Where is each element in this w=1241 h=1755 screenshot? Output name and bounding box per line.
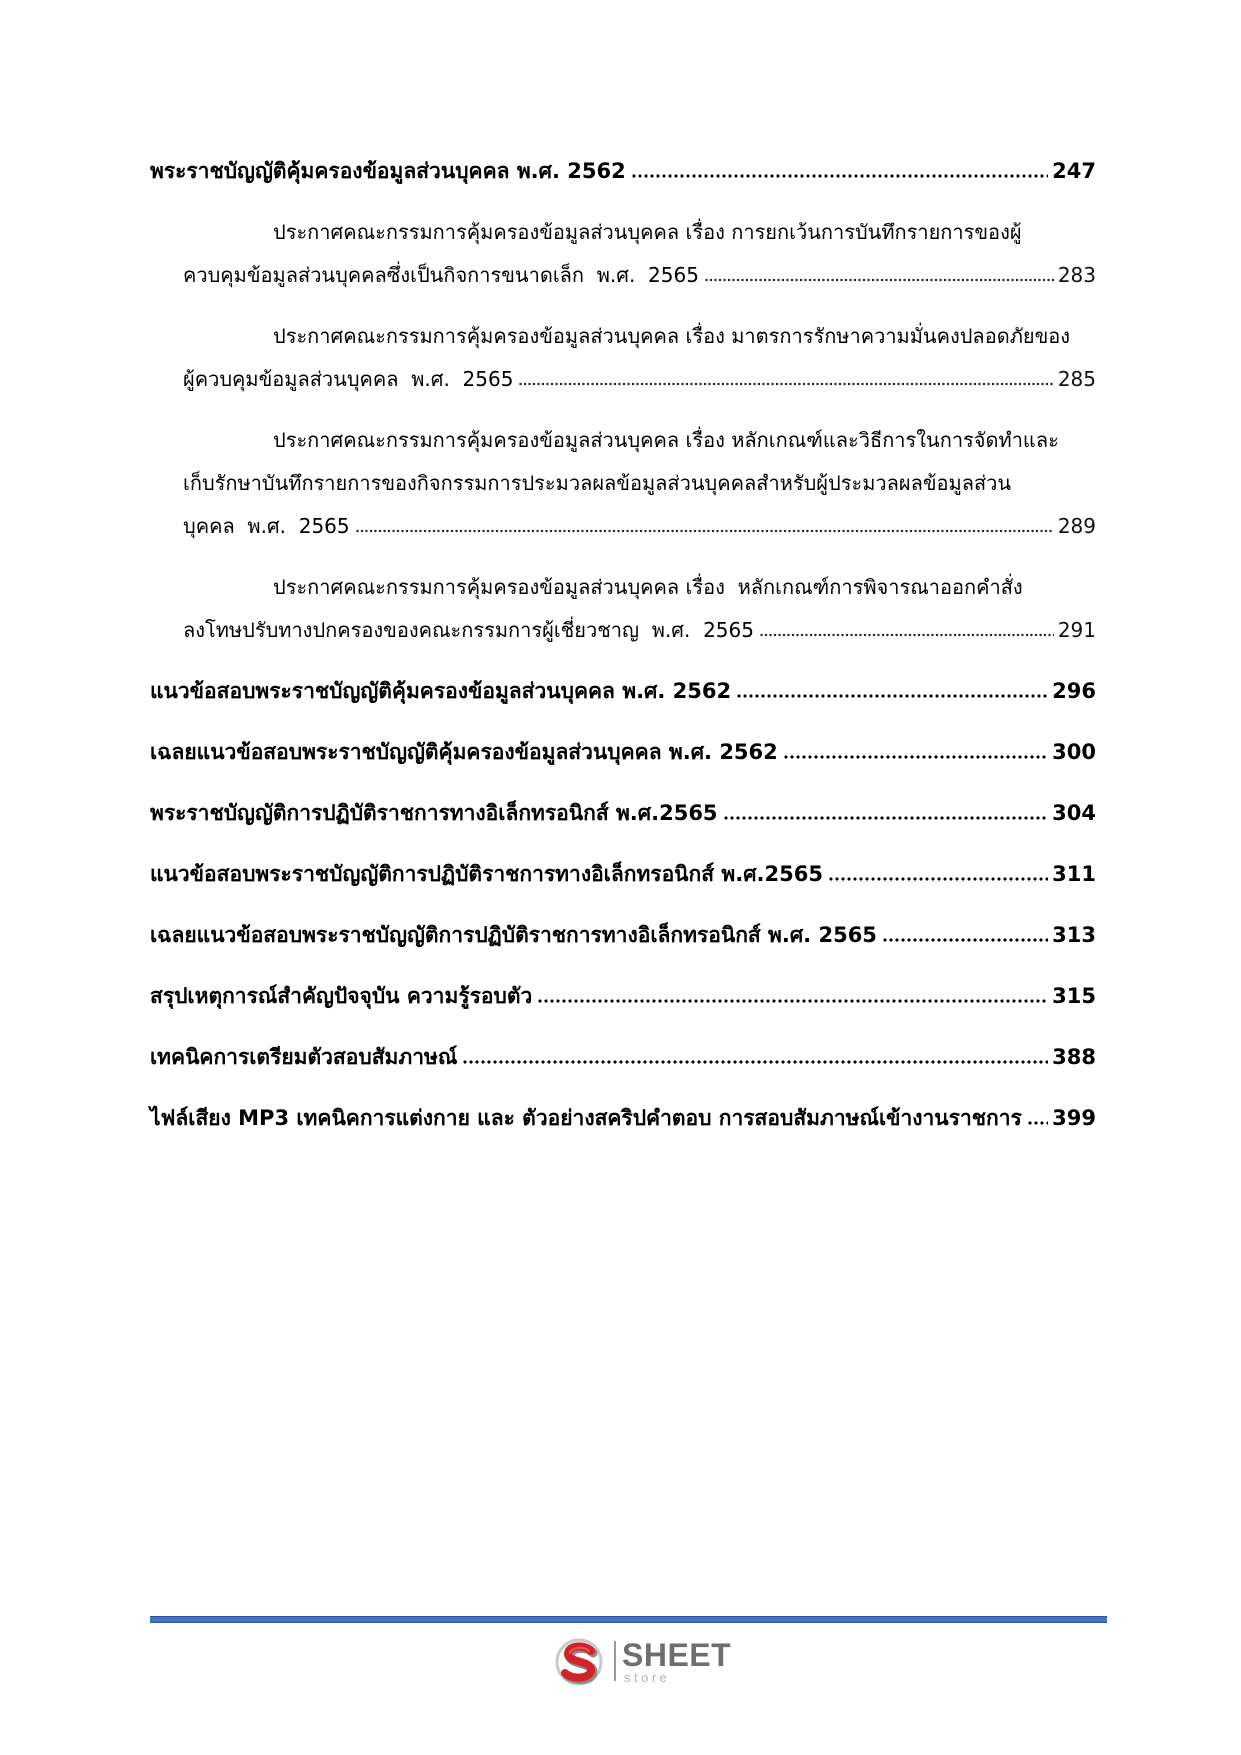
toc-entry-title: พระราชบัญญัติการปฏิบัติราชการทางอิเล็กทรอนิกส์ พ.ศ.2565 <box>150 801 718 825</box>
sheet-store-s-icon <box>551 1636 607 1688</box>
toc-entry-row <box>150 731 1096 774</box>
toc-entry <box>150 1097 1096 1140</box>
toc-page-number: 300 <box>1052 740 1096 764</box>
toc-page-number: 296 <box>1052 679 1096 703</box>
toc-subentry <box>150 419 1096 548</box>
toc-subentry-line: ประกาศคณะกรรมการคุ้มครองข้อมูลส่วนบุคคล เรื่อง มาตรการรักษาความมั่นคงปลอดภัยของ <box>273 324 1071 348</box>
table-of-contents <box>150 150 1096 1140</box>
toc-entry-row <box>150 853 1096 896</box>
toc-subentry-line: ประกาศคณะกรรมการคุ้มครองข้อมูลส่วนบุคคล เรื่อง หลักเกณฑ์และวิธีการในการจัดทำและ <box>273 428 1059 452</box>
toc-subentry-line: ผู้ควบคุมข้อมูลส่วนบุคคล พ.ศ. 2565 <box>183 367 514 391</box>
toc-entry-title: ไฟล์เสียง MP3 เทคนิคการแต่งกาย และ ตัวอย่างสคริปคำตอบ การสอบสัมภาษณ์เข้างานราชการ <box>150 1106 1022 1130</box>
toc-subentry-line: ประกาศคณะกรรมการคุ้มครองข้อมูลส่วนบุคคล เรื่อง หลักเกณฑ์การพิจารณาออกคำสั่ง <box>273 575 1023 599</box>
logo-separator <box>614 1641 616 1681</box>
toc-subentry <box>150 211 1096 297</box>
dot-leader <box>784 755 1048 759</box>
toc-subentry-line: บุคคล พ.ศ. 2565 <box>183 514 350 538</box>
toc-page-number: 388 <box>1052 1045 1096 1069</box>
toc-entry <box>150 731 1096 774</box>
dot-leader <box>760 633 1054 637</box>
toc-entry-title: แนวข้อสอบพระราชบัญญัติการปฏิบัติราชการทางอิเล็กทรอนิกส์ พ.ศ.2565 <box>150 862 823 886</box>
toc-page-number: 247 <box>1052 159 1096 183</box>
toc-entry <box>150 1036 1096 1079</box>
toc-entry-title: เทคนิคการเตรียมตัวสอบสัมภาษณ์ <box>150 1045 458 1069</box>
toc-page-number: 283 <box>1057 263 1096 287</box>
toc-page-number: 311 <box>1052 862 1096 886</box>
dot-leader <box>829 877 1048 881</box>
footer-rule <box>150 1616 1107 1623</box>
toc-entry-title: แนวข้อสอบพระราชบัญญัติคุ้มครองข้อมูลส่วนบุคคล พ.ศ. 2562 <box>150 679 732 703</box>
toc-page-number: 285 <box>1057 367 1096 391</box>
toc-page-number: 289 <box>1057 514 1096 538</box>
toc-entry-row <box>183 505 1096 548</box>
dot-leader <box>724 816 1049 820</box>
toc-subentry-line: ลงโทษปรับทางปกครองของคณะกรรมการผู้เชี่ยวชาญ พ.ศ. 2565 <box>183 618 754 642</box>
toc-entry <box>150 975 1096 1018</box>
toc-entry-row <box>150 914 1096 957</box>
toc-entry <box>150 792 1096 835</box>
toc-entry-row <box>150 792 1096 835</box>
dot-leader <box>632 174 1048 178</box>
toc-page-number: 399 <box>1052 1106 1096 1130</box>
toc-subentry-line: เก็บรักษาบันทึกรายการของกิจกรรมการประมวลผลข้อมูลส่วนบุคคลสำหรับผู้ประมวลผลข้อมูลส่วน <box>183 471 1012 495</box>
dot-leader <box>519 382 1053 386</box>
toc-entry <box>150 670 1096 713</box>
toc-entry-title: สรุปเหตุการณ์สำคัญปัจจุบัน ความรู้รอบตัว <box>150 984 533 1008</box>
logo-tagline: store <box>624 1670 671 1685</box>
dot-leader <box>705 278 1054 282</box>
toc-entry-title: เฉลยแนวข้อสอบพระราชบัญญัติคุ้มครองข้อมูลส่วนบุคคล พ.ศ. 2562 <box>150 740 778 764</box>
dot-leader <box>883 938 1048 942</box>
toc-entry-row <box>150 975 1096 1018</box>
toc-page-number: 304 <box>1052 801 1096 825</box>
toc-entry <box>150 853 1096 896</box>
dot-leader <box>737 694 1048 698</box>
toc-entry-row <box>150 1036 1096 1079</box>
dot-leader <box>356 529 1054 533</box>
toc-page-number: 291 <box>1057 618 1096 642</box>
toc-page-number: 313 <box>1052 923 1096 947</box>
toc-entry-row <box>183 254 1096 297</box>
toc-subentry <box>150 566 1096 652</box>
toc-entry-row <box>150 1097 1096 1140</box>
toc-subentry <box>150 315 1096 401</box>
toc-entry-row <box>150 150 1096 193</box>
toc-subentry-line: ควบคุมข้อมูลส่วนบุคคลซึ่งเป็นกิจการขนาดเล็ก พ.ศ. 2565 <box>183 263 699 287</box>
toc-entry-row <box>150 670 1096 713</box>
toc-page-number: 315 <box>1052 984 1096 1008</box>
dot-leader <box>538 999 1048 1003</box>
toc-entry-title: พระราชบัญญัติคุ้มครองข้อมูลส่วนบุคคล พ.ศ. 2562 <box>150 159 626 183</box>
dot-leader <box>1028 1121 1048 1125</box>
toc-entry <box>150 914 1096 957</box>
logo-wordmark: SHEET <box>622 1637 732 1673</box>
toc-entry-title: เฉลยแนวข้อสอบพระราชบัญญัติการปฏิบัติราชการทางอิเล็กทรอนิกส์ พ.ศ. 2565 <box>150 923 877 947</box>
dot-leader <box>463 1060 1048 1064</box>
toc-entry <box>150 150 1096 193</box>
toc-subentry-line: ประกาศคณะกรรมการคุ้มครองข้อมูลส่วนบุคคล เรื่อง การยกเว้นการบันทึกรายการของผู้ <box>273 220 1022 244</box>
toc-entry-row <box>183 609 1096 652</box>
toc-entry-row <box>183 358 1096 401</box>
